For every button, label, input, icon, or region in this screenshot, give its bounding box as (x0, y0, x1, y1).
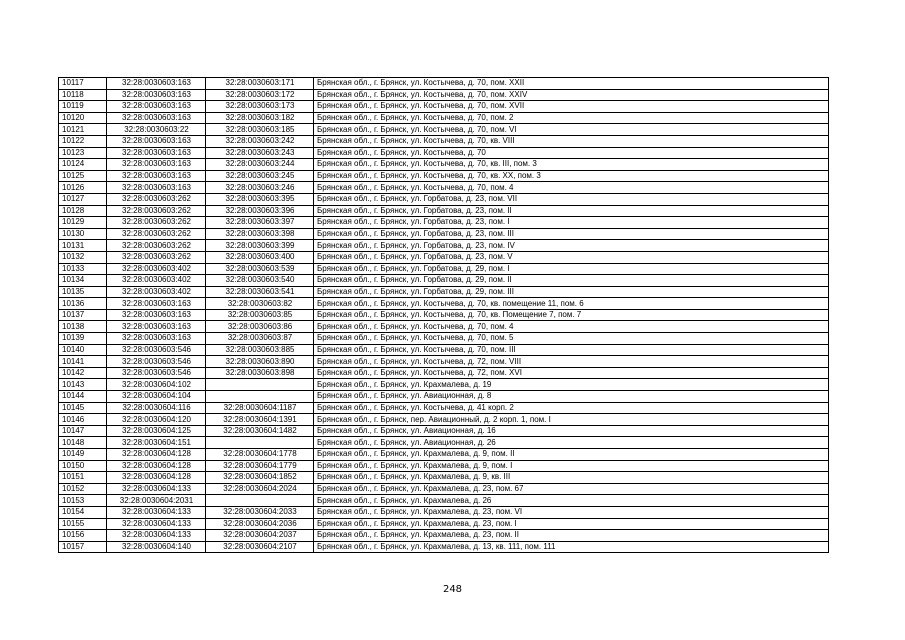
row-number-cell: 10149 (59, 449, 107, 461)
address-cell: Брянская обл., г. Брянск, ул. Авиационная, д. 26 (314, 437, 829, 449)
parent-cadastral-number-cell: 32:28:0030603:163 (107, 135, 206, 147)
row-number-cell: 10152 (59, 483, 107, 495)
table-row (59, 124, 829, 136)
table-row (59, 483, 829, 495)
table-row (59, 367, 829, 379)
address-cell: Брянская обл., г. Брянск, ул. Костычева, д. 70, кв. помещение 11, пом. 6 (314, 298, 829, 310)
cadastral-number-cell: 32:28:0030603:396 (206, 205, 314, 217)
address-cell: Брянская обл., г. Брянск, ул. Костычева, д. 70, кв. VIII (314, 135, 829, 147)
table-row (59, 147, 829, 159)
table-row (59, 437, 829, 449)
table-row (59, 251, 829, 263)
cadastral-number-cell (206, 437, 314, 449)
row-number-cell: 10130 (59, 228, 107, 240)
address-cell: Брянская обл., г. Брянск, ул. Крахмалева, д. 19 (314, 379, 829, 391)
cadastral-number-cell: 32:28:0030603:395 (206, 193, 314, 205)
table-row (59, 333, 829, 345)
table-row (59, 541, 829, 553)
address-cell: Брянская обл., г. Брянск, ул. Костычева, д. 70, кв. Помещение 7, пом. 7 (314, 309, 829, 321)
cadastral-number-cell: 32:28:0030604:2107 (206, 541, 314, 553)
cadastral-number-cell: 32:28:0030603:173 (206, 101, 314, 113)
row-number-cell: 10129 (59, 217, 107, 229)
row-number-cell: 10117 (59, 78, 107, 90)
table-row (59, 460, 829, 472)
address-cell: Брянская обл., г. Брянск, ул. Горбатова, д. 23, пом. IV (314, 240, 829, 252)
row-number-cell: 10119 (59, 101, 107, 113)
cadastral-number-cell: 32:28:0030603:890 (206, 356, 314, 368)
row-number-cell: 10146 (59, 414, 107, 426)
parent-cadastral-number-cell: 32:28:0030604:102 (107, 379, 206, 391)
address-cell: Брянская обл., г. Брянск, ул. Костычева, д. 70, кв. XX, пом. 3 (314, 170, 829, 182)
address-cell: Брянская обл., г. Брянск, ул. Горбатова, д. 23, пом. II (314, 205, 829, 217)
cadastral-number-cell: 32:28:0030603:246 (206, 182, 314, 194)
table-row (59, 309, 829, 321)
row-number-cell: 10118 (59, 89, 107, 101)
row-number-cell: 10154 (59, 506, 107, 518)
registry-table-body (59, 78, 829, 553)
page-number: 248 (442, 584, 463, 595)
table-row (59, 263, 829, 275)
row-number-cell: 10125 (59, 170, 107, 182)
address-cell: Брянская обл., г. Брянск, ул. Авиационная, д. 8 (314, 391, 829, 403)
row-number-cell: 10132 (59, 251, 107, 263)
address-cell: Брянская обл., г. Брянск, ул. Горбатова, д. 29, пом. I (314, 263, 829, 275)
parent-cadastral-number-cell: 32:28:0030604:133 (107, 518, 206, 530)
cadastral-number-cell: 32:28:0030603:82 (206, 298, 314, 310)
parent-cadastral-number-cell: 32:28:0030603:262 (107, 217, 206, 229)
row-number-cell: 10140 (59, 344, 107, 356)
cadastral-number-cell: 32:28:0030603:539 (206, 263, 314, 275)
table-row (59, 344, 829, 356)
table-row (59, 217, 829, 229)
table-row (59, 495, 829, 507)
row-number-cell: 10147 (59, 425, 107, 437)
parent-cadastral-number-cell: 32:28:0030603:402 (107, 275, 206, 287)
table-row (59, 472, 829, 484)
address-cell: Брянская обл., г. Брянск, ул. Горбатова, д. 23, пом. I (314, 217, 829, 229)
address-cell: Брянская обл., г. Брянск, ул. Крахмалева, д. 23, пом. VI (314, 506, 829, 518)
address-cell: Брянская обл., г. Брянск, ул. Костычева, д. 70, пом. III (314, 344, 829, 356)
address-cell: Брянская обл., г. Брянск, ул. Горбатова, д. 23, пом. III (314, 228, 829, 240)
row-number-cell: 10122 (59, 135, 107, 147)
registry-table (58, 77, 829, 553)
parent-cadastral-number-cell: 32:28:0030603:262 (107, 205, 206, 217)
cadastral-number-cell: 32:28:0030603:185 (206, 124, 314, 136)
cadastral-number-cell: 32:28:0030604:1852 (206, 472, 314, 484)
address-cell: Брянская обл., г. Брянск, ул. Костычева, д. 70 (314, 147, 829, 159)
cadastral-number-cell: 32:28:0030603:244 (206, 159, 314, 171)
address-cell: Брянская обл., г. Брянск, ул. Крахмалева, д. 9, кв. III (314, 472, 829, 484)
row-number-cell: 10137 (59, 309, 107, 321)
parent-cadastral-number-cell: 32:28:0030603:163 (107, 333, 206, 345)
row-number-cell: 10134 (59, 275, 107, 287)
row-number-cell: 10128 (59, 205, 107, 217)
row-number-cell: 10157 (59, 541, 107, 553)
parent-cadastral-number-cell: 32:28:0030603:402 (107, 286, 206, 298)
address-cell: Брянская обл., г. Брянск, ул. Костычева, д. 70, пом. 5 (314, 333, 829, 345)
parent-cadastral-number-cell: 32:28:0030603:163 (107, 147, 206, 159)
cadastral-number-cell: 32:28:0030603:182 (206, 112, 314, 124)
table-row (59, 78, 829, 90)
cadastral-number-cell: 32:28:0030604:1779 (206, 460, 314, 472)
row-number-cell: 10144 (59, 391, 107, 403)
row-number-cell: 10127 (59, 193, 107, 205)
cadastral-number-cell: 32:28:0030604:1391 (206, 414, 314, 426)
address-cell: Брянская обл., г. Брянск, ул. Костычева, д. 70, пом. 4 (314, 321, 829, 333)
table-row (59, 530, 829, 542)
table-row (59, 414, 829, 426)
cadastral-number-cell: 32:28:0030604:2024 (206, 483, 314, 495)
parent-cadastral-number-cell: 32:28:0030604:133 (107, 483, 206, 495)
parent-cadastral-number-cell: 32:28:0030604:151 (107, 437, 206, 449)
row-number-cell: 10145 (59, 402, 107, 414)
row-number-cell: 10156 (59, 530, 107, 542)
table-row (59, 506, 829, 518)
cadastral-number-cell: 32:28:0030603:172 (206, 89, 314, 101)
cadastral-number-cell: 32:28:0030604:1778 (206, 449, 314, 461)
cadastral-number-cell (206, 379, 314, 391)
row-number-cell: 10139 (59, 333, 107, 345)
parent-cadastral-number-cell: 32:28:0030604:140 (107, 541, 206, 553)
parent-cadastral-number-cell: 32:28:0030603:262 (107, 193, 206, 205)
row-number-cell: 10121 (59, 124, 107, 136)
address-cell: Брянская обл., г. Брянск, ул. Костычева, д. 70, пом. 4 (314, 182, 829, 194)
row-number-cell: 10142 (59, 367, 107, 379)
cadastral-number-cell: 32:28:0030603:398 (206, 228, 314, 240)
parent-cadastral-number-cell: 32:28:0030604:125 (107, 425, 206, 437)
parent-cadastral-number-cell: 32:28:0030603:163 (107, 298, 206, 310)
table-row (59, 193, 829, 205)
row-number-cell: 10153 (59, 495, 107, 507)
table-row (59, 159, 829, 171)
parent-cadastral-number-cell: 32:28:0030603:163 (107, 112, 206, 124)
parent-cadastral-number-cell: 32:28:0030603:163 (107, 101, 206, 113)
parent-cadastral-number-cell: 32:28:0030604:128 (107, 460, 206, 472)
cadastral-number-cell: 32:28:0030603:399 (206, 240, 314, 252)
address-cell: Брянская обл., г. Брянск, ул. Костычева, д. 70, пом. XXII (314, 78, 829, 90)
row-number-cell: 10126 (59, 182, 107, 194)
parent-cadastral-number-cell: 32:28:0030604:2031 (107, 495, 206, 507)
cadastral-number-cell: 32:28:0030603:397 (206, 217, 314, 229)
row-number-cell: 10148 (59, 437, 107, 449)
parent-cadastral-number-cell: 32:28:0030604:133 (107, 506, 206, 518)
address-cell: Брянская обл., г. Брянск, ул. Горбатова, д. 29, пом. II (314, 275, 829, 287)
parent-cadastral-number-cell: 32:28:0030603:262 (107, 228, 206, 240)
row-number-cell: 10143 (59, 379, 107, 391)
row-number-cell: 10133 (59, 263, 107, 275)
cadastral-number-cell: 32:28:0030603:541 (206, 286, 314, 298)
cadastral-number-cell (206, 391, 314, 403)
table-row (59, 391, 829, 403)
row-number-cell: 10123 (59, 147, 107, 159)
parent-cadastral-number-cell: 32:28:0030603:163 (107, 321, 206, 333)
address-cell: Брянская обл., г. Брянск, ул. Горбатова, д. 29, пом. III (314, 286, 829, 298)
cadastral-number-cell: 32:28:0030603:540 (206, 275, 314, 287)
address-cell: Брянская обл., г. Брянск, ул. Горбатова, д. 23, пом. VII (314, 193, 829, 205)
row-number-cell: 10131 (59, 240, 107, 252)
table-row (59, 449, 829, 461)
parent-cadastral-number-cell: 32:28:0030603:546 (107, 344, 206, 356)
table-row (59, 275, 829, 287)
row-number-cell: 10141 (59, 356, 107, 368)
row-number-cell: 10138 (59, 321, 107, 333)
parent-cadastral-number-cell: 32:28:0030603:402 (107, 263, 206, 275)
row-number-cell: 10150 (59, 460, 107, 472)
row-number-cell: 10155 (59, 518, 107, 530)
table-row (59, 135, 829, 147)
parent-cadastral-number-cell: 32:28:0030604:104 (107, 391, 206, 403)
address-cell: Брянская обл., г. Брянск, ул. Костычева, д. 70, пом. VI (314, 124, 829, 136)
cadastral-number-cell: 32:28:0030603:86 (206, 321, 314, 333)
parent-cadastral-number-cell: 32:28:0030603:163 (107, 309, 206, 321)
address-cell: Брянская обл., г. Брянск, ул. Крахмалева, д. 26 (314, 495, 829, 507)
parent-cadastral-number-cell: 32:28:0030604:116 (107, 402, 206, 414)
parent-cadastral-number-cell: 32:28:0030603:163 (107, 170, 206, 182)
parent-cadastral-number-cell: 32:28:0030604:133 (107, 530, 206, 542)
address-cell: Брянская обл., г. Брянск, ул. Крахмалева, д. 23, пом. 67 (314, 483, 829, 495)
cadastral-number-cell: 32:28:0030603:243 (206, 147, 314, 159)
cadastral-number-cell: 32:28:0030603:245 (206, 170, 314, 182)
table-row (59, 112, 829, 124)
parent-cadastral-number-cell: 32:28:0030604:120 (107, 414, 206, 426)
cadastral-number-cell (206, 495, 314, 507)
table-row (59, 89, 829, 101)
address-cell: Брянская обл., г. Брянск, ул. Крахмалева, д. 13, кв. 111, пом. 111 (314, 541, 829, 553)
cadastral-number-cell: 32:28:0030604:1187 (206, 402, 314, 414)
table-row (59, 379, 829, 391)
table-row (59, 170, 829, 182)
parent-cadastral-number-cell: 32:28:0030603:262 (107, 240, 206, 252)
row-number-cell: 10136 (59, 298, 107, 310)
cadastral-number-cell: 32:28:0030604:2033 (206, 506, 314, 518)
table-row (59, 228, 829, 240)
parent-cadastral-number-cell: 32:28:0030603:163 (107, 159, 206, 171)
address-cell: Брянская обл., г. Брянск, ул. Костычева, д. 72, пом. XVI (314, 367, 829, 379)
cadastral-number-cell: 32:28:0030603:242 (206, 135, 314, 147)
table-row (59, 321, 829, 333)
table-row (59, 240, 829, 252)
row-number-cell: 10120 (59, 112, 107, 124)
address-cell: Брянская обл., г. Брянск, ул. Горбатова, д. 23, пом. V (314, 251, 829, 263)
address-cell: Брянская обл., г. Брянск, ул. Костычева, д. 41 корп. 2 (314, 402, 829, 414)
cadastral-number-cell: 32:28:0030603:885 (206, 344, 314, 356)
parent-cadastral-number-cell: 32:28:0030603:22 (107, 124, 206, 136)
cadastral-number-cell: 32:28:0030604:2037 (206, 530, 314, 542)
address-cell: Брянская обл., г. Брянск, ул. Костычева, д. 70, пом. XXIV (314, 89, 829, 101)
cadastral-number-cell: 32:28:0030603:898 (206, 367, 314, 379)
cadastral-number-cell: 32:28:0030604:1482 (206, 425, 314, 437)
address-cell: Брянская обл., г. Брянск, пер. Авиационный, д. 2 корп. 1, пом. I (314, 414, 829, 426)
cadastral-number-cell: 32:28:0030603:87 (206, 333, 314, 345)
row-number-cell: 10135 (59, 286, 107, 298)
row-number-cell: 10124 (59, 159, 107, 171)
parent-cadastral-number-cell: 32:28:0030604:128 (107, 449, 206, 461)
address-cell: Брянская обл., г. Брянск, ул. Крахмалева, д. 23, пом. I (314, 518, 829, 530)
parent-cadastral-number-cell: 32:28:0030603:546 (107, 356, 206, 368)
parent-cadastral-number-cell: 32:28:0030603:262 (107, 251, 206, 263)
cadastral-number-cell: 32:28:0030603:171 (206, 78, 314, 90)
table-row (59, 298, 829, 310)
address-cell: Брянская обл., г. Брянск, ул. Костычева, д. 70, кв. III, пом. 3 (314, 159, 829, 171)
table-row (59, 356, 829, 368)
cadastral-number-cell: 32:28:0030603:400 (206, 251, 314, 263)
address-cell: Брянская обл., г. Брянск, ул. Костычева, д. 72, пом. VIII (314, 356, 829, 368)
cadastral-number-cell: 32:28:0030603:85 (206, 309, 314, 321)
address-cell: Брянская обл., г. Брянск, ул. Костычева, д. 70, пом. XVII (314, 101, 829, 113)
row-number-cell: 10151 (59, 472, 107, 484)
address-cell: Брянская обл., г. Брянск, ул. Авиационная, д. 16 (314, 425, 829, 437)
parent-cadastral-number-cell: 32:28:0030604:128 (107, 472, 206, 484)
parent-cadastral-number-cell: 32:28:0030603:163 (107, 89, 206, 101)
address-cell: Брянская обл., г. Брянск, ул. Костычева, д. 70, пом. 2 (314, 112, 829, 124)
address-cell: Брянская обл., г. Брянск, ул. Крахмалева, д. 9, пом. II (314, 449, 829, 461)
table-row (59, 205, 829, 217)
table-row (59, 182, 829, 194)
table-row (59, 101, 829, 113)
table-row (59, 518, 829, 530)
parent-cadastral-number-cell: 32:28:0030603:546 (107, 367, 206, 379)
parent-cadastral-number-cell: 32:28:0030603:163 (107, 182, 206, 194)
cadastral-number-cell: 32:28:0030604:2036 (206, 518, 314, 530)
table-row (59, 425, 829, 437)
address-cell: Брянская обл., г. Брянск, ул. Крахмалева, д. 23, пом. II (314, 530, 829, 542)
table-row (59, 286, 829, 298)
table-row (59, 402, 829, 414)
parent-cadastral-number-cell: 32:28:0030603:163 (107, 78, 206, 90)
address-cell: Брянская обл., г. Брянск, ул. Крахмалева, д. 9, пом. I (314, 460, 829, 472)
